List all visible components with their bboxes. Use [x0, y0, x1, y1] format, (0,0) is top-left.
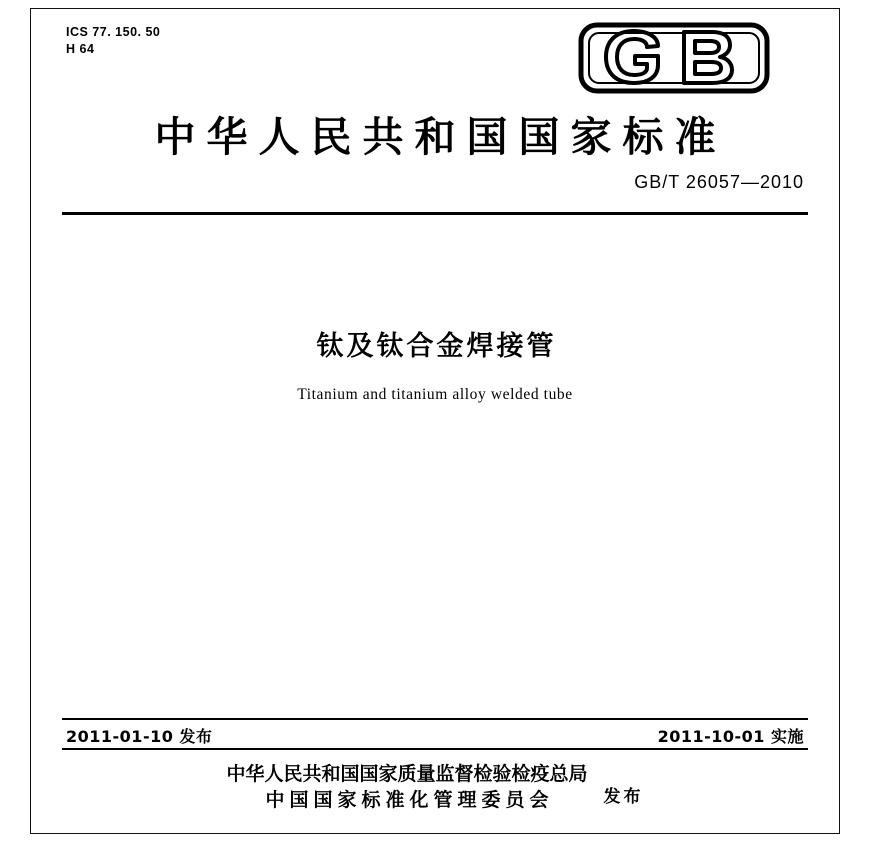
publisher-line-2: 中国国家标准化管理委员会 [265, 788, 554, 811]
publisher-line-1: 中华人民共和国国家质量监督检验检疫总局 [226, 763, 588, 785]
publisher-verb: 发布 [603, 787, 644, 808]
ccs-code: H 64 [66, 41, 95, 56]
ics-classification-block [66, 24, 160, 58]
ics-code: ICS 77. 150. 50 [66, 25, 161, 39]
gb-logo-icon [578, 22, 770, 94]
footer-divider-bottom [62, 748, 808, 750]
national-standard-heading: 中华人民共和国国家标准 [154, 113, 727, 161]
issue-date: 2011-01-10 发布 [66, 727, 213, 746]
publisher-block [0, 762, 870, 813]
header-divider [62, 212, 808, 215]
document-title-chinese: 钛及钛合金焊接管 [316, 331, 557, 362]
standard-number: GB/T 26057—2010 [634, 172, 804, 192]
publisher-names [226, 762, 587, 813]
document-title-english: Titanium and titanium alloy welded tube [297, 386, 573, 403]
effective-date: 2011-10-01 实施 [657, 727, 804, 746]
footer-divider-top [62, 718, 808, 720]
